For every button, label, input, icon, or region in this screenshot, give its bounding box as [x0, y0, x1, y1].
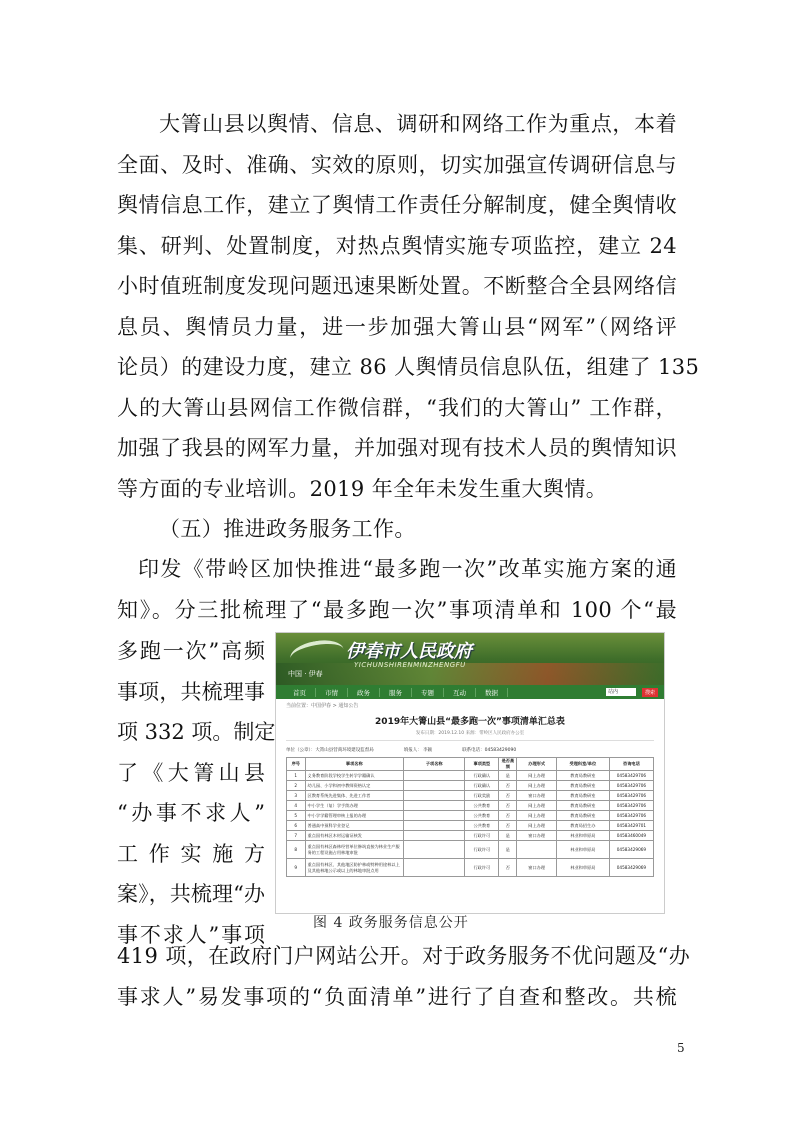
table-cell	[404, 801, 465, 811]
p2-side-6: 工作实施方	[117, 841, 265, 866]
p1-line-4: 集、研判、处置制度，对热点舆情实施专项监控，建立 24	[117, 233, 677, 258]
p2-side-7: 案》，共梳理“办	[117, 882, 265, 906]
table-cell: 8	[287, 841, 306, 859]
table-cell: 网上办理	[517, 771, 556, 781]
table-cell: 04583429706	[609, 791, 653, 801]
nav-interact[interactable]: 互动	[444, 688, 476, 697]
table-cell: 行政许可	[465, 859, 499, 877]
table-cell: 教育局教研室	[556, 791, 609, 801]
table-cell: 否	[499, 821, 517, 831]
table-row	[287, 771, 654, 781]
table-cell: 04583429069	[609, 841, 653, 859]
table-cell	[404, 811, 465, 821]
table-cell: 9	[287, 859, 306, 877]
table-cell: 网上办理	[517, 781, 556, 791]
p2-tail-2: 事求人”易发事项的“负面清单”进行了自查和整改。共梳	[117, 984, 677, 1009]
p2-side-2: 事项，共梳理事	[117, 679, 265, 704]
paragraph-2-top	[117, 549, 677, 630]
paragraph-2-tail	[117, 936, 691, 1017]
site-logo-pinyin: YICHUNSHIRENMINZHENGFU	[354, 661, 466, 669]
table-cell: 中小学生（复）学手续办理	[305, 801, 404, 811]
divider	[286, 740, 654, 741]
table-row	[287, 811, 654, 821]
info-person: 填报人： 李颖	[403, 748, 433, 753]
table-header-row	[287, 758, 654, 771]
p2-line-1: 印发《带岭区加快推进“最多跑一次”改革实施方案的通	[138, 557, 677, 581]
table-cell: 行政奖励	[465, 791, 499, 801]
table-row	[287, 791, 654, 801]
table-cell: 公共教育	[465, 821, 499, 831]
table-cell: 重点国有林区、其他地区防护林或特种用途林以上及其他林地公示或以上的林地审批点用	[305, 859, 404, 877]
p2-side-3: 项 332 项。制定	[117, 720, 276, 744]
table-cell	[404, 771, 465, 781]
table-row	[287, 841, 654, 859]
col-frequent: 是否高频	[499, 758, 517, 771]
table-cell: 窗口办理	[517, 831, 556, 841]
info-unit: 单位（公章）：大箐山县营商环境建设监督局	[286, 748, 374, 753]
table-cell: 是	[499, 841, 517, 859]
table-cell: 3	[287, 791, 306, 801]
table-cell: 04583429701	[609, 821, 653, 831]
table-cell: 5	[287, 811, 306, 821]
figure-caption: 图 4 政务服务信息公开	[313, 915, 469, 931]
col-dept: 受理科室/单位	[556, 758, 609, 771]
table-cell: 公共教育	[465, 811, 499, 821]
p1-line-1: 大箐山县以舆情、信息、调研和网络工作为重点，本着	[159, 112, 677, 136]
p2-tail-1: 419 项，在政府门户网站公开。对于政务服务不优问题及“办	[117, 944, 691, 968]
table-cell: 网上办理	[517, 821, 556, 831]
banner-landscape	[276, 663, 664, 685]
table-cell: 行政许可	[465, 831, 499, 841]
table-cell: 网上办理	[517, 811, 556, 821]
nav-city[interactable]: 市情	[316, 688, 348, 697]
table-cell: 中小学学籍管理审核上报的办理	[305, 811, 404, 821]
table-row	[287, 781, 654, 791]
p2-side-5: “办事不求人”	[117, 801, 265, 825]
table-cell	[404, 831, 465, 841]
table-cell: 04583429706	[609, 771, 653, 781]
site-nav	[276, 685, 664, 699]
paragraph-2-side	[117, 631, 276, 955]
col-index: 序号	[287, 758, 306, 771]
table-cell: 否	[499, 801, 517, 811]
site-tagline: 中国 · 伊春	[288, 670, 323, 678]
table-cell: 否	[499, 859, 517, 877]
table-cell: 7	[287, 831, 306, 841]
table-cell: 否	[499, 811, 517, 821]
p2-side-4: 了《大箐山县	[117, 760, 265, 785]
site-banner	[276, 633, 664, 685]
table-cell	[404, 841, 465, 859]
col-item: 事项名称	[305, 758, 404, 771]
p1-line-5: 小时值班制度发现问题迅速果断处置。不断整合全县网络信	[117, 274, 677, 298]
form-info	[276, 745, 664, 755]
table-cell: 04583429069	[609, 859, 653, 877]
table-cell	[404, 821, 465, 831]
table-cell: 是	[499, 771, 517, 781]
col-mode: 办理形式	[517, 758, 556, 771]
table-row	[287, 801, 654, 811]
p1-line-9: 加强了我县的网军力量，并加强对现有技术人员的舆情知识	[117, 436, 677, 460]
table-cell: 网上办理	[517, 801, 556, 811]
table-cell	[404, 781, 465, 791]
table-cell: 教育局教研室	[556, 771, 609, 781]
table-cell: 04583460049	[609, 831, 653, 841]
table-cell: 教育局招生办	[556, 821, 609, 831]
table-cell: 窗口办理	[517, 791, 556, 801]
p1-line-7: 论员）的建设力度，建立 86 人舆情员信息队伍，组建了 135	[117, 355, 700, 379]
p1-line-3: 舆情信息工作，建立了舆情工作责任分解制度，健全舆情收	[117, 193, 677, 217]
breadcrumb: 当前位置：中国伊春 > 通知公告	[286, 703, 359, 709]
table-cell: 幼儿园、小学和初中教师资格认定	[305, 781, 404, 791]
site-logo-text: 伊春市人民政府	[346, 641, 472, 662]
table-cell: 重点国有林区森林经营单位修筑直接为林业生产服务的工程设施占用林地审批	[305, 841, 404, 859]
table-cell: 林业和草原局	[556, 841, 609, 859]
search-input[interactable]: 站内	[606, 688, 636, 696]
table-cell: 行政确认	[465, 781, 499, 791]
table-cell: 4	[287, 801, 306, 811]
items-table	[286, 757, 654, 877]
table-cell: 1	[287, 771, 306, 781]
figure-screenshot	[275, 632, 665, 914]
table-cell: 行政许可	[465, 841, 499, 859]
table-cell	[517, 841, 556, 859]
table-cell: 教育局教研室	[556, 801, 609, 811]
table-cell: 6	[287, 821, 306, 831]
section-heading	[117, 509, 677, 550]
table-cell: 普通高中预科学业登记	[305, 821, 404, 831]
table-cell: 否	[499, 781, 517, 791]
col-type: 事项类型	[465, 758, 499, 771]
table-cell: 公共教育	[465, 801, 499, 811]
col-phone: 咨询电话	[609, 758, 653, 771]
table-cell: 行政确认	[465, 771, 499, 781]
table-cell: 04583429706	[609, 811, 653, 821]
p1-line-6: 息员、舆情员力量，进一步加强大箐山县“网军”（网络评	[117, 314, 677, 339]
table-cell: 窗口办理	[517, 859, 556, 877]
p2-line-2: 知》。分三批梳理了“最多跑一次”事项清单和 100 个“最	[117, 597, 677, 622]
table-cell: 林业和草原局	[556, 831, 609, 841]
p1-line-8: 人的大箐山县网信工作微信群，“我们的大箐山” 工作群，	[117, 395, 677, 420]
paragraph-1	[117, 104, 700, 509]
table-cell: 04583429706	[609, 781, 653, 791]
table-row	[287, 859, 654, 877]
table-cell: 是	[499, 831, 517, 841]
nav-data[interactable]: 数据	[476, 688, 508, 697]
nav-service[interactable]: 服务	[380, 688, 412, 697]
table-row	[287, 821, 654, 831]
table-row	[287, 831, 654, 841]
article-title: 2019年大箐山县“最多跑一次”事项清单汇总表	[375, 717, 565, 727]
info-phone: 联系电话：0458342909​0	[462, 748, 517, 753]
table-cell	[404, 859, 465, 877]
table-cell	[404, 791, 465, 801]
col-subitem: 子项名称	[404, 758, 465, 771]
table-cell: 04583429706	[609, 801, 653, 811]
heading-5: （五）推进政务服务工作。	[159, 517, 416, 541]
page-number: 5	[677, 1041, 685, 1055]
p2-side-1: 多跑一次”高频	[117, 639, 265, 663]
nav-topic[interactable]: 专题	[412, 688, 444, 697]
p2-side-8: 事不求人”事项	[117, 922, 265, 947]
nav-gov[interactable]: 政务	[348, 688, 380, 697]
p1-line-2: 全面、及时、准确、实效的原则，切实加强宣传调研信息与	[117, 152, 677, 177]
table-cell: 区教育系统先进集体、先进工作者	[305, 791, 404, 801]
table-cell: 2	[287, 781, 306, 791]
table-cell: 否	[499, 791, 517, 801]
nav-home[interactable]: 首页	[284, 688, 316, 697]
article-meta: 发布日期：2019.12.10 来源：带岭区人民政府办公室	[415, 731, 525, 736]
table-cell: 重点国有林区木材运输证核发	[305, 831, 404, 841]
table-cell: 教育局教研室	[556, 781, 609, 791]
table-cell: 教育局教研室	[556, 811, 609, 821]
table-cell: 义务教育阶段学校学生转学学籍确认	[305, 771, 404, 781]
p1-line-10: 等方面的专业培训。2019 年全年未发生重大舆情。	[117, 476, 608, 501]
table-cell: 林业和草原局	[556, 859, 609, 877]
search-button[interactable]: 搜索	[642, 688, 658, 697]
